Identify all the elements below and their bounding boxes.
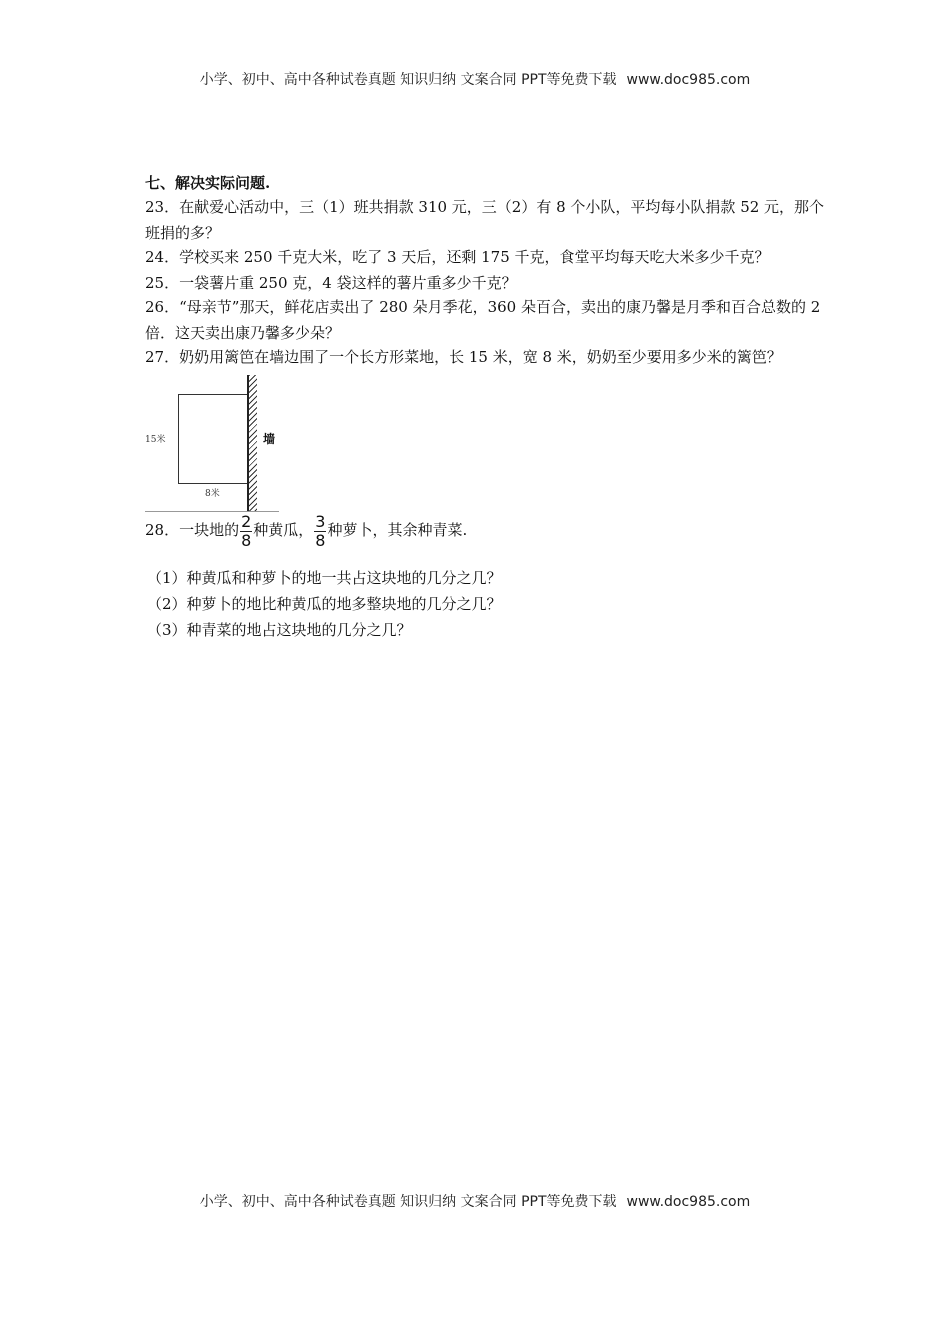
section-title: 七、解决实际问题. [145, 174, 271, 192]
q28-sub-3: （3）种青菜的地占这块地的几分之几？ [147, 621, 412, 639]
footer-url[interactable]: www.doc985.com [626, 1194, 751, 1210]
fraction2-denominator: 8 [315, 530, 326, 550]
header-text: 小学、初中、高中各种试卷真题 知识归纳 文案合同 PPT等免费下载 [199, 72, 617, 88]
garden-rectangle [178, 394, 248, 484]
question-24: 24．学校买来 250 千克大米，吃了 3 天后，还剩 175 千克，食堂平均每天吃大米多少千克？ [145, 248, 770, 266]
q28-sub-1: （1）种黄瓜和种萝卜的地一共占这块地的几分之几？ [147, 569, 502, 587]
fraction1-denominator: 8 [241, 530, 252, 550]
fraction-three-eighths [314, 513, 326, 550]
page-footer [0, 1191, 950, 1211]
q28-sub-2: （2）种萝卜的地比种黄瓜的地多整块地的几分之几？ [147, 595, 502, 613]
fraction2-numerator: 3 [315, 511, 326, 531]
question-25: 25．一袋薯片重 250 克，4 袋这样的薯片重多少千克？ [145, 274, 517, 292]
q28-mid: 种黄瓜， [253, 521, 314, 539]
page-header [0, 69, 950, 89]
wall-hatch [249, 375, 257, 511]
question-23: 23．在献爱心活动中，三（1）班共捐款 310 元，三（2）有 8 个小队，平均每小队捐款 52 元，那个班捐的多？ [145, 198, 825, 242]
question-27: 27．奶奶用篱笆在墙边围了一个长方形菜地，长 15 米，宽 8 米，奶奶至少要用多少米的篱笆？ [145, 348, 782, 366]
header-url[interactable]: www.doc985.com [626, 72, 751, 88]
wall-label: 墙 [263, 432, 276, 446]
question-26: 26．“母亲节”那天，鲜花店卖出了 280 朵月季花，360 朵百合，卖出的康乃馨是月季和百合总数的 2 倍．这天卖出康乃馨多少朵？ [145, 298, 821, 342]
q28-prefix: 28．一块地的 [145, 521, 240, 539]
length-label: 15米 [145, 435, 166, 445]
fraction-two-eighths [240, 513, 252, 550]
question-28 [145, 508, 467, 552]
garden-figure [145, 370, 295, 512]
footer-text: 小学、初中、高中各种试卷真题 知识归纳 文案合同 PPT等免费下载 [199, 1194, 617, 1210]
q28-suffix: 种萝卜，其余种青菜. [327, 521, 468, 539]
width-label: 8米 [205, 489, 220, 499]
fraction1-numerator: 2 [241, 511, 252, 531]
